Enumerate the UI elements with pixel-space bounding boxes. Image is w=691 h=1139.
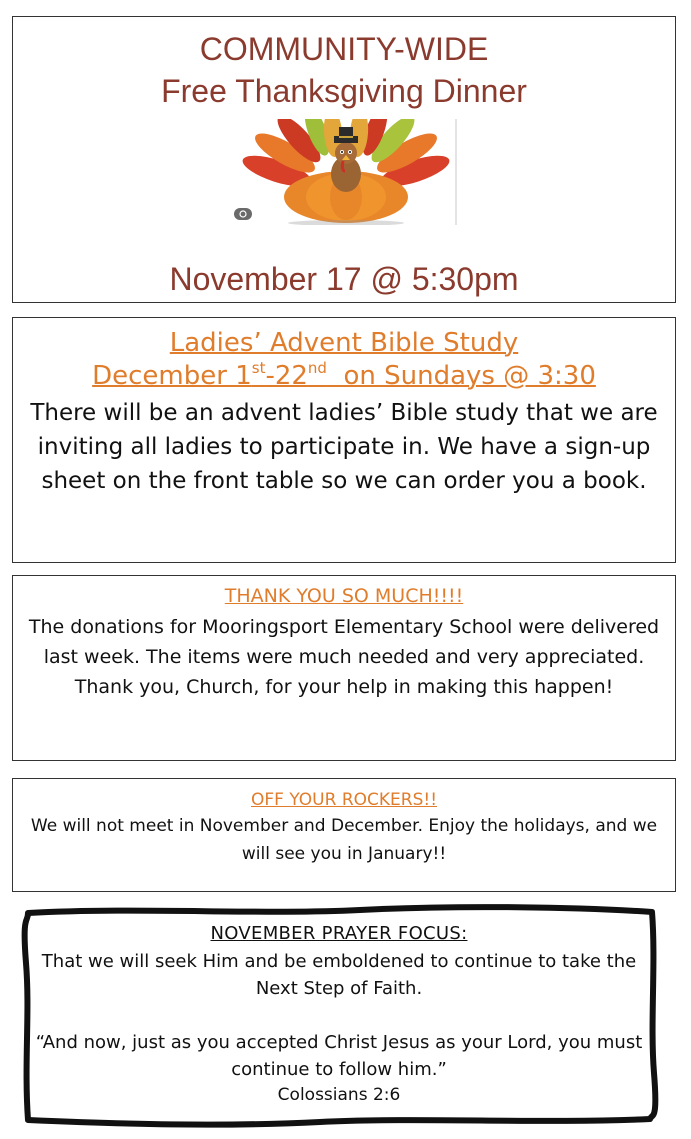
thank-you-box (12, 575, 676, 761)
advent-dates-sup1: st (251, 359, 266, 378)
prayer-body: That we will seek Him and be emboldened to continue to take the Next Step of Faith. (41, 950, 637, 999)
dinner-heading-line1: COMMUNITY-WIDE (199, 31, 489, 67)
advent-dates-sup2: nd (307, 359, 327, 378)
prayer-title: NOVEMBER PRAYER FOCUS: (210, 923, 468, 944)
prayer-focus-box (26, 912, 652, 1120)
dinner-date: November 17 @ 5:30pm (169, 261, 519, 297)
dinner-heading-line2: Free Thanksgiving Dinner (161, 73, 527, 109)
turkey-pumpkin-illustration (233, 119, 459, 225)
advent-dates-suffix: on Sundays @ 3:30 (326, 361, 596, 392)
thank-you-body: The donations for Mooringsport Elementary School were delivered last week. The items were much needed and very appreciated. Thank you, Church, for your help in making this happen! (28, 615, 660, 698)
thanksgiving-dinner-box (12, 16, 676, 303)
rockers-title: OFF YOUR ROCKERS!! (250, 790, 438, 810)
advent-dates-prefix: December 1 (92, 361, 252, 392)
camera-icon (234, 208, 252, 220)
advent-dates (13, 359, 675, 394)
advent-title: Ladies’ Advent Bible Study (169, 328, 519, 358)
prayer-quote: “And now, just as you accepted Christ Jesus as your Lord, you must continue to follow him.” (35, 1031, 643, 1080)
off-your-rockers-box (12, 778, 676, 892)
thank-you-title: THANK YOU SO MUCH!!!! (224, 585, 464, 607)
advent-body: There will be an advent ladies’ Bible study that we are inviting all ladies to participate in. We have a sign-up sheet on the front table so we can order you a book. (30, 399, 658, 494)
prayer-reference: Colossians 2:6 (277, 1084, 401, 1105)
rockers-body: We will not meet in November and December. Enjoy the holidays, and we will see you in January!! (30, 816, 658, 865)
advent-dates-mid: -22 (265, 361, 308, 392)
advent-bible-study-box (12, 317, 676, 563)
